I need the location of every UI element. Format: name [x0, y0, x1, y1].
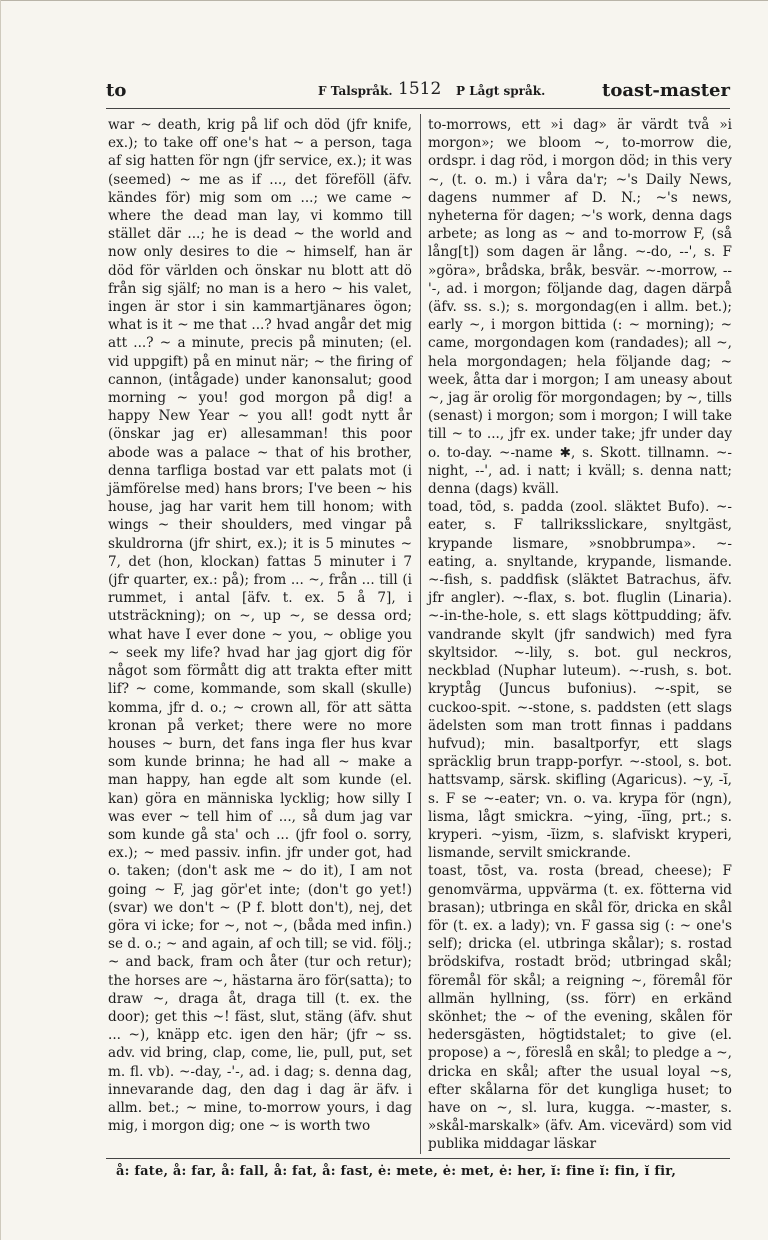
left-page-edge	[0, 0, 1, 1240]
footer-rule	[106, 1158, 730, 1159]
right-column	[428, 116, 732, 1154]
register-label-low: P Lågt språk.	[456, 84, 546, 98]
left-guide-word: to	[106, 80, 127, 101]
header-rule	[106, 108, 730, 109]
dictionary-entry-text: to-morrows, ett »i dag» är värdt två »i morgon»; we bloom ~, to-morrow die, ordspr. i dag röd, i morgon död; in this very ~, (t. o. m.) i våra da'r; ~'s Daily News, dagens nummer af D. N.; ~'s news, nyheterna för dagen; ~'s work, denna dags arbete; as long as ~ and to-morrow F, (så lång[t]) som dagen är lång. ~-do, --', s. F »göra», brådska, bråk, besvär. ~-morrow, --'-, ad. i morgon; följande dag, dagen därpå (äfv. ss. s.); s. morgondag(en i allm. bet.); early ~, i morgon bittida (: ~ morning); ~ came, morgondagen kom (randades); all ~, hela morgondagen; hela följande dag; ~ week, åtta dar i morgon; I am uneasy about ~, jag är orolig för morgondagen; by ~, tills (senast) i morgon; som i morgon; I will take till ~ to ..., jfr ex. under take; jfr under day o. to-day. ~-name ✱, s. Skott. tillnamn. ~-night, --', ad. i natt; i kväll; s. denna natt; denna (dags) kväll.	[428, 117, 732, 498]
left-column	[108, 116, 412, 1135]
top-page-rule	[0, 0, 768, 1]
dictionary-entry-toast: toast, tōst, va. rosta (bread, cheese); F genomvärma, uppvärma (t. ex. fötterna vid brasan); utbringa en skål för, dricka en skål för (t. ex. a lady); vn. F gassa sig (: ~ one's self); dricka (el. utbringa skålar); s. rostad brödskifva, rostadt bröd; utbringad skål; föremål för skål; a reigning ~, föremål för allmän hyllning, (ss. förr) en erkänd skönhet; the ~ of the evening, skålen för hedersgästen, högtidstalet; to give (el. propose) a ~, föreslå en skål; to pledge a ~, dricka en skål; after the usual loyal ~s, efter skålarna för det kungliga huset; to have on ~, sl. lura, kugga. ~-master, s. »skål-marskalk» (äfv. Am. vicevärd) som vid publika middagar läskar	[428, 863, 732, 1153]
pronunciation-key: å: fate, å: far, å: fall, å: fat, å: fast, ė: mete, ė: met, ė: her, ĭ: fine ĭ: fin, ĭ fir,	[116, 1164, 677, 1179]
register-label-colloquial: F Talspråk.	[318, 84, 393, 98]
column-divider	[420, 114, 421, 1154]
dictionary-entry-text: war ~ death, krig på lif och död (jfr knife, ex.); to take off one's hat ~ a person, taga af sig hatten för ngn (jfr service, ex.); it was (seemed) ~ me as if ..., det föreföll (äfv. kändes för) mig som om ...; we came ~ where the dead man lay, vi kommo till stället där ...; he is dead ~ the world and now only desires to die ~ himself, han är död för världen och önskar nu blott att dö från sig själf; no man is a hero ~ his valet, ingen är stor i sin kammartjänares ögon; what is it ~ me that ...? hvad angår det mig att ...? ~ a minute, precis på minuten; (el. vid uppgift) på en minut när; ~ the firing of cannon, (intågade) under kanonsalut; good morning ~ you! god morgon på dig! a happy New Year ~ you all! godt nytt år (önskar jag er) allesamman! this poor abode was a palace ~ that of his brother, denna tarfliga bostad var ett palats mot (i jämförelse med) hans brors; I've been ~ his house, jag har varit hem till honom; with wings ~ their shoulders, med vingar på skuldrorna (jfr shirt, ex.); it is 5 minutes ~ 7, det (hon, klockan) fattas 5 minuter i 7 (jfr quarter, ex.: på); from ... ~, från ... till (i rummet, i antal [äfv. t. ex. 5 å 7], i utsträckning); on ~, up ~, se dessa ord; what have I ever done ~ you, ~ oblige you ~ seek my life? hvad har jag gjort dig för något som förmått dig att trakta efter mitt lif? ~ come, kommande, som skall (skulle) komma, jfr d. o.; ~ crown all, för att sätta kronan på verket; there were no more houses ~ burn, det fans inga fler hus kvar som kunde brinna; he had all ~ make a man happy, han egde alt som kunde (el. kan) göra en människa lycklig; how silly I was ever ~ tell him of ..., så dum jag var som kunde gå sta' och ... (jfr fool o. sorry, ex.); ~ med passiv. infin. jfr under got, had o. taken; (don't ask me ~ do it), I am not going ~ F, jag gör'et inte; (don't go yet!) (svar) we don't ~ (P f. blott don't), nej, det göra vi icke; for ~, not ~, (båda med infin.) se d. o.; ~ and again, af och till; se vid. följ.; ~ and back, fram och åter (tur och retur); the horses are ~, hästarna äro för(satta); to draw ~, draga åt, draga till (t. ex. the door); get this ~! fäst, slut, stäng (äfv. shut ... ~), knäpp etc. igen den här; (jfr ~ ss. adv. vid bring, clap, come, lie, pull, put, set m. fl. vb). ~-day, -'-, ad. i dag; s. denna dag, innevarande dag, den dag i dag är äfv. i allm. bet.; ~ mine, to-morrow yours, i dag mig, i morgon dig; one ~ is worth two	[108, 117, 412, 1135]
dictionary-entry-toad: toad, tōd, s. padda (zool. släktet Bufo). ~-eater, s. F tallriksslickare, snyltgäst, krypande lismare, »snobbrumpa». ~-eating, a. snyltande, krypande, lismande. ~-fish, s. paddfisk (släktet Batrachus, äfv. jfr angler). ~-flax, s. bot. fluglin (Linaria). ~-in-the-hole, s. ett slags köttpudding; äfv. vandrande skylt (jfr sandwich) med fyra skyltsidor. ~-lily, s. bot. gul neckros, neckblad (Nuphar luteum). ~-rush, s. bot. kryptåg (Juncus bufonius). ~-spit, se cuckoo-spit. ~-stone, s. paddsten (ett slags ädelsten som man trott finnas i paddans hufvud); min. basaltporfyr, ett slags spräcklig brun trapp-porfyr. ~-stool, s. bot. hattsvamp, särsk. skifling (Agaricus). ~y, -ĭ, s. F se ~-eater; vn. o. va. krypa för (ngn), lisma, lågt smickra. ~ying, -ĭĭng, prt.; s. kryperi. ~yism, -ĭizm, s. slafviskt kryperi, lismande, servilt smickrande.	[428, 499, 732, 862]
right-guide-word: toast-master	[602, 80, 730, 101]
page-number: 1512	[398, 79, 442, 99]
page-header	[106, 76, 730, 104]
